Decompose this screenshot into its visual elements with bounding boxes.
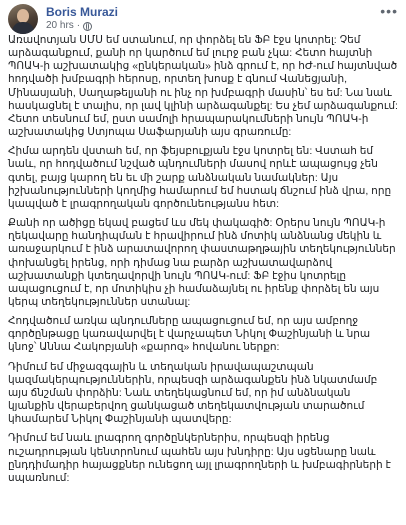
author-name[interactable]: Boris Murazi (46, 5, 119, 19)
globe-icon[interactable] (83, 22, 92, 31)
post-header (0, 0, 406, 34)
post-timestamp-row (46, 19, 118, 33)
post-paragraph: Հիմա արդեն վստահ եմ, որ ֆեյսբուքյան էջս կոտրել են: Վստահ եմ նաև, որ հոդվածում նշված պնդումների մասով որևէ ապացույց չեն գտել, բայց կարող են եւ մի շարք անձնական նամակներ: Այս իշխանությունների կողմից համարում եմ հստակ ճնշում ինձ վրա, որը կապված է լրագրողական գործունեությանս հետ: (8, 145, 392, 210)
more-options-icon[interactable]: ••• (380, 3, 398, 19)
post-body (0, 34, 406, 485)
post-paragraph: Առավոտյան ՍՄՍ եմ ստանում, որ փորձել են ՖԲ էջս կոտրել: Չեմ արձագանքում, քանի որ կարծում եմ լուրջ բան չկա: Հետո հայտնի ՊՈԱԿ-ի աշխատակից «ընկերական» ինձ գրում է, որ հԺ-ում հայտնված հոդվածի խմբագրի հերոսը, որտեղ խոսք է գնում Վանեցյանի, Մինասյանի, Սաղաթելյանի ու ինչ որ խմբագրի մասին՝ ես եմ: Նա նաև հասկացնել է տալիս, որ լավ կլինի արձագանքել: Ես չեմ արձագանքում: Հետո տեսնում եմ, ըստ սամոլի հրապարակումների նույն ՊՈԱԿ-ի աշխատակից Ստյոպա Սաֆարյանի այս գրառումը: (8, 34, 398, 139)
post-paragraph: Քանի որ ածիցը եկավ բացեմ ևս մեկ փակագիծ: Օրերս նույն ՊՈԱԿ-ի ղեկավարը հանդիպման է հրավիրում ինձ մոտիկ անձնանց մեկին և առաջարկում է ինձ արատավորող փաստաթղթային տեղեկություններ փոխանցել իրենց, որի դիմաց նա բարձր աշխատավարձով աշխատանքի կտեղավորվի նույն ՊՈԱԿ-ում: ՖԲ էջիս կոտրելը ապացուցում է, որ մոտիկիս չի համաձայնել ու իրենք փորձել են այս կերպ տեղեկություններ ստանալ: (8, 217, 396, 308)
post-paragraph: Դիմում եմ նաև լրագրող գործընկերներիս, որպեսզի իրենց ուշադրության կենտրոնում պահեն այս խնդիրը: Այս սցենարը նաև ընդդիմադիր հայացքներ ունեցող այլ լրագրողների և խմբագիրների է սպառնում: (8, 432, 391, 484)
post-meta (46, 4, 118, 33)
post-paragraph: Դիմում եմ միջազգային և տեղական իրավապաշտպան կազմակերպություններին, որպեսզի արձագանքեն ինձ նկատմամբ այս ճնշման փորձին: Նաև տեղեկացնում եմ, որ իմ անձնական կյանքին վերաբերվող ցանկացած տեղեկատվության տարածում կհամարեմ Նիկոլ Փաշինյանի պատվերը: (8, 360, 378, 426)
post-timestamp[interactable]: 20 hrs (46, 20, 74, 31)
separator-dot: · (76, 20, 81, 31)
post-paragraph: Հոդվածում առկա պնդումները ապացուցում եմ, որ այս ամբողջ գործընթացը կառավարվել է վարչապետ Նիկոլ Փաշինյանի և նրա կնոջ՝ Աննա Հակոբյանի «քարոզ» հովանու ներքո: (8, 315, 371, 354)
author-avatar[interactable] (8, 4, 38, 34)
